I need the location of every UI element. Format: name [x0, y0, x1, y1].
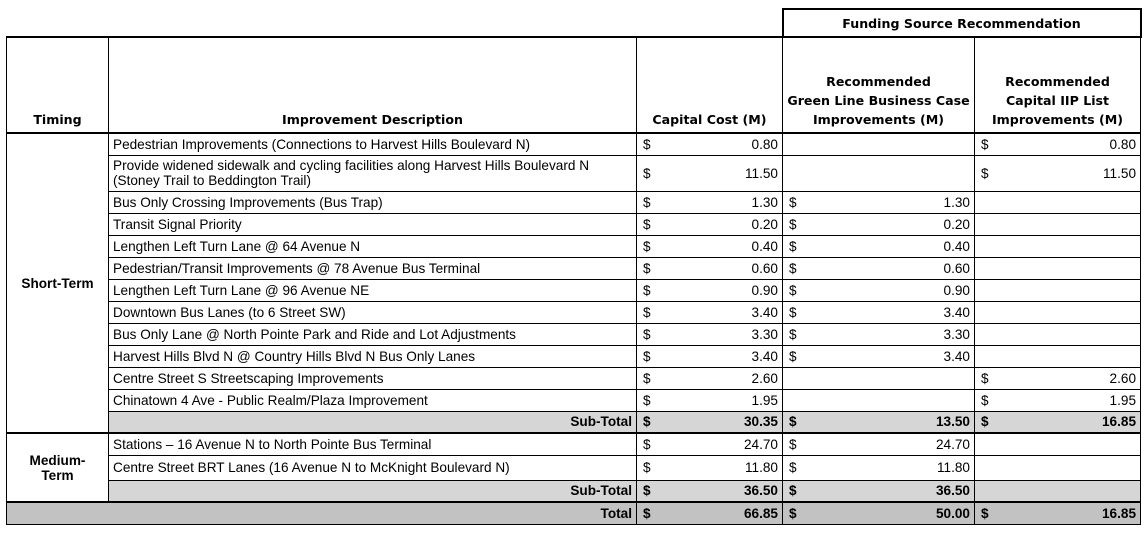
capital-iip-cell [975, 367, 1141, 389]
subtotal-green-line [783, 480, 975, 502]
short-term-row [7, 279, 1141, 301]
amount-value: 0.90 [943, 282, 970, 298]
currency-symbol: $ [643, 216, 651, 232]
amount-value: 66.85 [743, 505, 778, 521]
capital-iip-cell [975, 433, 1141, 455]
amount-value: 16.85 [1101, 505, 1137, 521]
amount-value: 0.40 [751, 238, 778, 254]
amount-value: 0.90 [751, 282, 778, 298]
capital-cost-cell [637, 433, 783, 455]
capital-cost-cell [637, 367, 783, 389]
short-term-row [7, 133, 1141, 155]
short-term-row [7, 301, 1141, 323]
timing-header: Timing [7, 37, 109, 133]
currency-symbol: $ [643, 460, 651, 475]
capital-cost-cell [637, 301, 783, 323]
capital-iip-cell [975, 279, 1141, 301]
short-term-row [7, 155, 1141, 191]
short-term-row [7, 367, 1141, 389]
amount-value: 11.50 [744, 165, 778, 181]
capital-cost-cell [637, 133, 783, 155]
currency-symbol: $ [789, 282, 797, 298]
capital-iip-cell [975, 389, 1141, 411]
currency-symbol: $ [789, 460, 797, 475]
green-line-cell [783, 235, 975, 257]
currency-symbol: $ [643, 260, 651, 276]
capital-cost-cell [637, 213, 783, 235]
capital-iip-cell [975, 257, 1141, 279]
currency-symbol: $ [643, 505, 651, 521]
subtotal-capital-iip [975, 480, 1141, 502]
capital-iip-cell [975, 345, 1141, 367]
timing-label: Short-Term [7, 133, 109, 433]
subtotal-label: Sub-Total [109, 411, 637, 433]
capital-cost-cell [637, 279, 783, 301]
currency-symbol: $ [981, 165, 989, 181]
currency-symbol: $ [789, 483, 797, 499]
improvement-description: Harvest Hills Blvd N @ Country Hills Blvd N Bus Only Lanes [109, 345, 637, 367]
improvement-description: Downtown Bus Lanes (to 6 Street SW) [109, 301, 637, 323]
subtotal-green-line [783, 411, 975, 433]
capital-iip-cell [975, 301, 1141, 323]
green-line-header: Recommended Green Line Business Case Improvements (M) [783, 37, 975, 133]
capital-iip-cell [975, 133, 1141, 155]
amount-value: 0.60 [751, 260, 778, 276]
medium-term-row [7, 433, 1141, 455]
green-line-cell [783, 301, 975, 323]
amount-value: 24.70 [743, 436, 778, 452]
subtotal-row [7, 480, 1141, 502]
short-term-row [7, 345, 1141, 367]
green-line-cell [783, 433, 975, 455]
amount-value: 30.35 [743, 414, 778, 430]
amount-value: 11.80 [936, 460, 970, 475]
improvement-description: Centre Street BRT Lanes (16 Avenue N to McKnight Boulevard N) [109, 455, 637, 480]
subtotal-row [7, 411, 1141, 433]
amount-value: 2.60 [751, 370, 778, 386]
currency-symbol: $ [789, 260, 797, 276]
currency-symbol: $ [643, 304, 651, 320]
amount-value: 0.40 [943, 238, 970, 254]
improvement-description: Transit Signal Priority [109, 213, 637, 235]
amount-value: 3.40 [943, 348, 970, 364]
capital-iip-cell [975, 191, 1141, 213]
amount-value: 3.30 [943, 326, 970, 342]
short-term-row [7, 213, 1141, 235]
capital-cost-cell [637, 191, 783, 213]
short-term-row [7, 323, 1141, 345]
improvement-description: Stations – 16 Avenue N to North Pointe Bus Terminal [109, 433, 637, 455]
capital-iip-cell [975, 155, 1141, 191]
amount-value: 13.50 [935, 414, 970, 430]
short-term-row [7, 191, 1141, 213]
currency-symbol: $ [789, 216, 797, 232]
green-line-cell [783, 155, 975, 191]
currency-symbol: $ [789, 414, 797, 430]
currency-symbol: $ [789, 304, 797, 320]
improvement-description: Provide widened sidewalk and cycling facilities along Harvest Hills Boulevard N (Stoney Trail to Beddington Trail) [109, 155, 637, 191]
capital-iip-cell [975, 323, 1141, 345]
improvement-description: Pedestrian/Transit Improvements @ 78 Avenue Bus Terminal [109, 257, 637, 279]
currency-symbol: $ [789, 194, 797, 210]
capital-cost-cell [637, 345, 783, 367]
subtotal-capital-cost [637, 480, 783, 502]
subtotal-capital-cost [637, 411, 783, 433]
capital-cost-header: Capital Cost (M) [637, 37, 783, 133]
currency-symbol: $ [643, 194, 651, 210]
green-line-cell [783, 191, 975, 213]
funding-table [6, 8, 1142, 525]
amount-value: 50.00 [935, 505, 970, 521]
funding-source-header: Funding Source Recommendation [783, 9, 1141, 37]
total-label: Total [7, 502, 637, 524]
amount-value: 0.80 [751, 136, 778, 152]
currency-symbol: $ [981, 136, 989, 152]
capital-iip-cell [975, 235, 1141, 257]
amount-value: 24.70 [935, 436, 970, 452]
currency-symbol: $ [981, 370, 989, 386]
total-capital-cost [637, 502, 783, 524]
amount-value: 3.40 [751, 304, 778, 320]
amount-value: 3.40 [943, 304, 970, 320]
amount-value: 0.80 [1109, 136, 1137, 152]
funding-header-band [7, 9, 1141, 37]
amount-value: 1.95 [1109, 392, 1137, 408]
currency-symbol: $ [981, 414, 989, 430]
total-capital-iip [975, 502, 1141, 524]
column-header-row [7, 37, 1141, 133]
total-green-line [783, 502, 975, 524]
currency-symbol: $ [789, 348, 797, 364]
currency-symbol: $ [789, 238, 797, 254]
capital-cost-cell [637, 155, 783, 191]
green-line-cell [783, 323, 975, 345]
currency-symbol: $ [981, 505, 989, 521]
currency-symbol: $ [981, 392, 989, 408]
currency-symbol: $ [643, 165, 651, 181]
capital-iip-cell [975, 455, 1141, 480]
improvement-description: Lengthen Left Turn Lane @ 96 Avenue NE [109, 279, 637, 301]
short-term-row [7, 235, 1141, 257]
capital-cost-cell [637, 389, 783, 411]
green-line-cell [783, 389, 975, 411]
currency-symbol: $ [643, 483, 651, 499]
amount-value: 11.50 [1103, 165, 1137, 181]
currency-symbol: $ [643, 282, 651, 298]
currency-symbol: $ [643, 436, 651, 452]
currency-symbol: $ [789, 505, 797, 521]
currency-symbol: $ [789, 436, 797, 452]
currency-symbol: $ [643, 392, 651, 408]
capital-iip-header: Recommended Capital IIP List Improvements (M) [975, 37, 1141, 133]
short-term-row [7, 389, 1141, 411]
green-line-cell [783, 455, 975, 480]
currency-symbol: $ [643, 326, 651, 342]
short-term-row [7, 257, 1141, 279]
capital-iip-cell [975, 213, 1141, 235]
amount-value: 0.60 [943, 260, 970, 276]
green-line-cell [783, 367, 975, 389]
capital-cost-cell [637, 235, 783, 257]
capital-cost-cell [637, 455, 783, 480]
amount-value: 0.20 [751, 216, 778, 232]
amount-value: 1.30 [751, 194, 778, 210]
description-header: Improvement Description [109, 37, 637, 133]
improvement-description: Bus Only Crossing Improvements (Bus Trap) [109, 191, 637, 213]
amount-value: 1.30 [943, 194, 970, 210]
amount-value: 1.95 [751, 392, 778, 408]
currency-symbol: $ [643, 136, 651, 152]
currency-symbol: $ [643, 348, 651, 364]
currency-symbol: $ [643, 414, 651, 430]
subtotal-capital-iip [975, 411, 1141, 433]
green-line-cell [783, 213, 975, 235]
green-line-cell [783, 279, 975, 301]
improvement-description: Lengthen Left Turn Lane @ 64 Avenue N [109, 235, 637, 257]
green-line-cell [783, 257, 975, 279]
green-line-cell [783, 345, 975, 367]
timing-label: Medium- Term [7, 433, 109, 502]
amount-value: 2.60 [1109, 370, 1137, 386]
improvement-description: Chinatown 4 Ave - Public Realm/Plaza Improvement [109, 389, 637, 411]
amount-value: 11.80 [744, 460, 778, 475]
capital-cost-cell [637, 257, 783, 279]
improvement-description: Pedestrian Improvements (Connections to Harvest Hills Boulevard N) [109, 133, 637, 155]
currency-symbol: $ [643, 370, 651, 386]
amount-value: 3.30 [751, 326, 778, 342]
currency-symbol: $ [643, 238, 651, 254]
subtotal-label: Sub-Total [109, 480, 637, 502]
medium-term-row [7, 455, 1141, 480]
total-row [7, 502, 1141, 524]
amount-value: 36.50 [935, 483, 970, 499]
amount-value: 16.85 [1101, 414, 1137, 430]
amount-value: 36.50 [743, 483, 778, 499]
green-line-cell [783, 133, 975, 155]
amount-value: 3.40 [751, 348, 778, 364]
currency-symbol: $ [789, 326, 797, 342]
improvement-description: Bus Only Lane @ North Pointe Park and Ride and Lot Adjustments [109, 323, 637, 345]
improvement-description: Centre Street S Streetscaping Improvements [109, 367, 637, 389]
capital-cost-cell [637, 323, 783, 345]
amount-value: 0.20 [943, 216, 970, 232]
